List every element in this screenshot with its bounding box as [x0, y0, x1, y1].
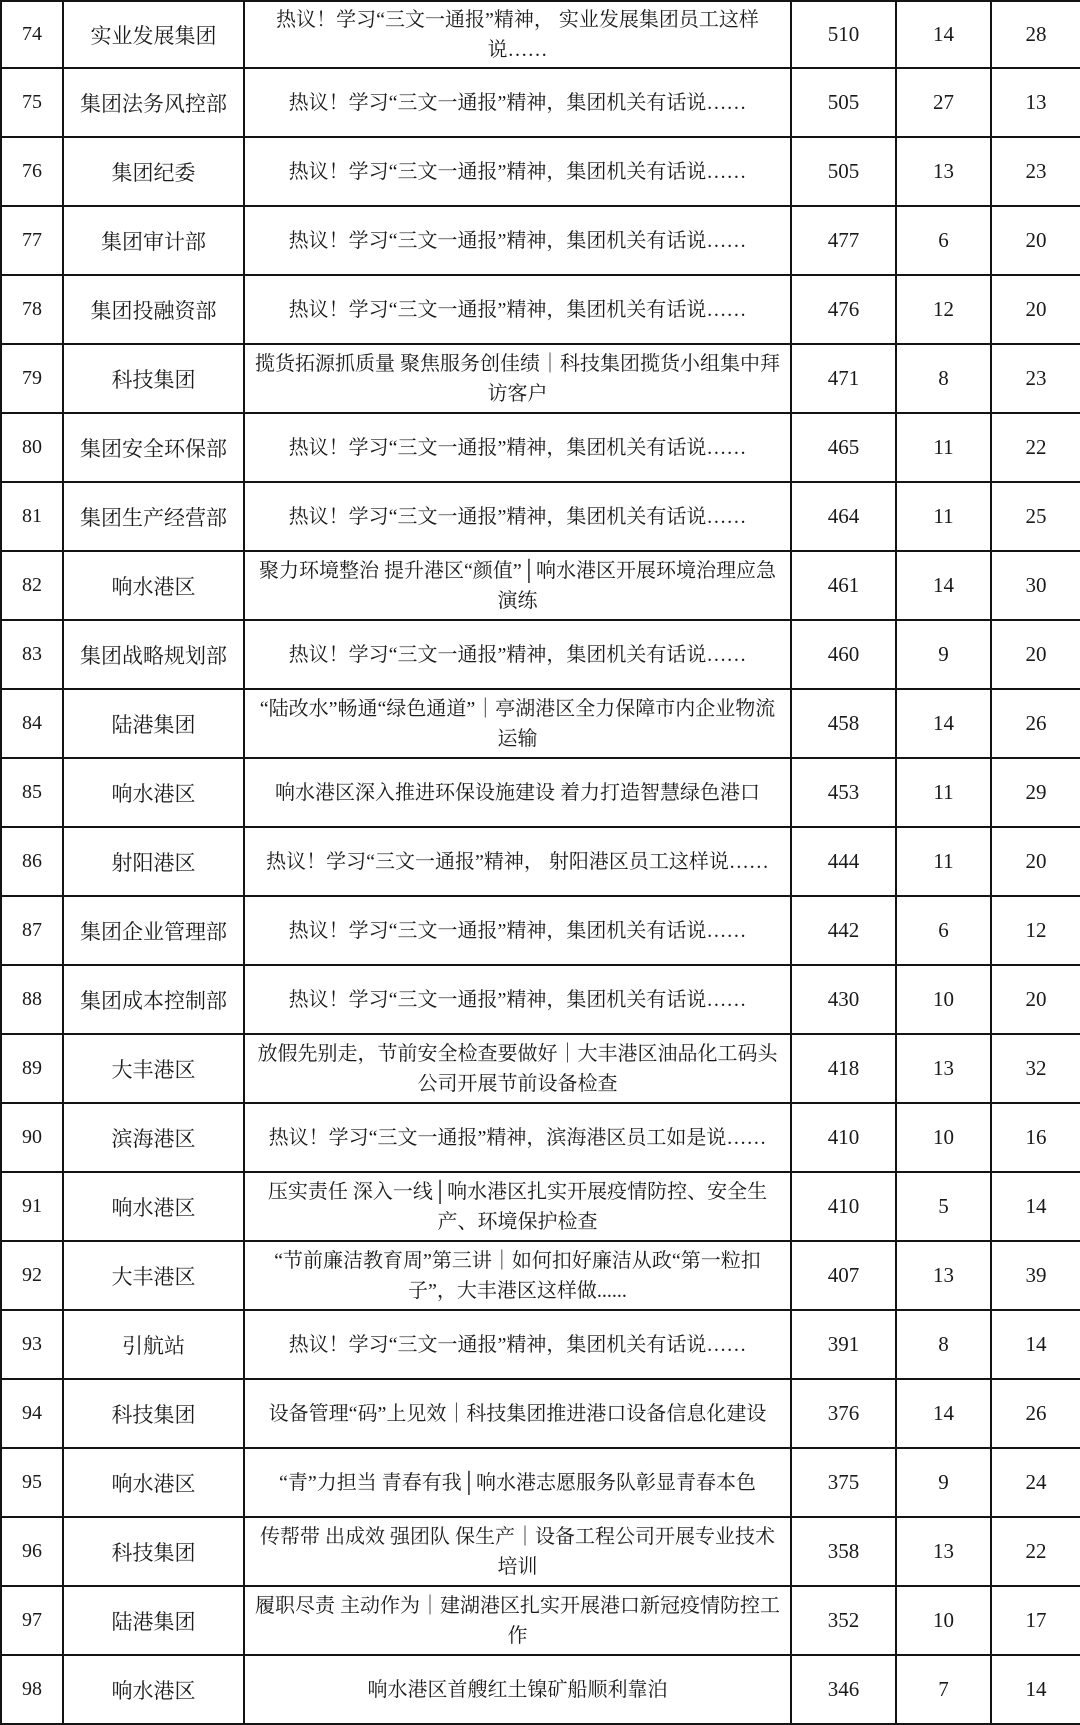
table-row — [2, 483, 1080, 552]
table-row — [2, 828, 1080, 897]
department-cell: 响水港区 — [64, 1656, 245, 1723]
table-row — [2, 690, 1080, 759]
metric-3-cell: 16 — [1025, 1125, 1047, 1149]
metric-2-cell: 13 — [897, 138, 992, 205]
title-cell: 聚力环境整治 提升港区“颜值”│响水港区开展环境治理应急演练 — [245, 552, 792, 619]
title-cell: “青”力担当 青春有我│响水港志愿服务队彰显青春本色 — [245, 1449, 792, 1516]
metric-3-cell: 39 — [1025, 1263, 1047, 1287]
rank-cell: 74 — [2, 2, 64, 67]
metric-2-cell: 12 — [897, 276, 992, 343]
metric-1-cell: 471 — [792, 345, 897, 412]
metric-3-cell: 25 — [1025, 504, 1047, 528]
metric-3-cell: 17 — [1025, 1608, 1047, 1632]
title-cell: 压实责任 深入一线│响水港区扎实开展疫情防控、安全生产、环境保护检查 — [245, 1173, 792, 1240]
table-row — [2, 621, 1080, 690]
metric-1-cell: 458 — [792, 690, 897, 757]
table-row — [2, 1242, 1080, 1311]
table-row — [2, 276, 1080, 345]
metric-1-cell: 453 — [792, 759, 897, 826]
metric-2-cell: 8 — [897, 1311, 992, 1378]
metric-1-cell: 505 — [792, 69, 897, 136]
table-row — [2, 1173, 1080, 1242]
metric-2-cell: 11 — [897, 414, 992, 481]
title-cell: 热议！学习“三文一通报”精神，集团机关有话说…… — [245, 276, 792, 343]
metric-1-cell: 477 — [792, 207, 897, 274]
rank-cell: 77 — [2, 207, 64, 274]
metric-3-cell: 20 — [1025, 228, 1047, 252]
metric-1-cell: 510 — [792, 2, 897, 67]
department-cell: 集团战略规划部 — [64, 621, 245, 688]
metric-1-cell: 391 — [792, 1311, 897, 1378]
metric-1-cell: 505 — [792, 138, 897, 205]
title-cell: 履职尽责 主动作为｜建湖港区扎实开展港口新冠疫情防控工作 — [245, 1587, 792, 1654]
title-cell: 揽货拓源抓质量 聚焦服务创佳绩｜科技集团揽货小组集中拜访客户 — [245, 345, 792, 412]
rank-cell: 75 — [2, 69, 64, 136]
title-cell: 热议！学习“三文一通报”精神，集团机关有话说…… — [245, 483, 792, 550]
title-cell: 设备管理“码”上见效｜科技集团推进港口设备信息化建设 — [245, 1380, 792, 1447]
metric-1-cell: 460 — [792, 621, 897, 688]
department-cell: 射阳港区 — [64, 828, 245, 895]
metric-3-cell: 14 — [1025, 1332, 1047, 1356]
table-row — [2, 207, 1080, 276]
department-cell: 实业发展集团 — [64, 2, 245, 67]
rank-cell: 95 — [2, 1449, 64, 1516]
department-cell: 集团审计部 — [64, 207, 245, 274]
table-row — [2, 2, 1080, 69]
metric-2-cell: 11 — [897, 759, 992, 826]
metric-3-cell: 22 — [1025, 1539, 1047, 1563]
department-cell: 陆港集团 — [64, 690, 245, 757]
table-row — [2, 69, 1080, 138]
rank-cell: 86 — [2, 828, 64, 895]
metric-2-cell: 10 — [897, 1587, 992, 1654]
title-cell: 传帮带 出成效 强团队 保生产｜设备工程公司开展专业技术培训 — [245, 1518, 792, 1585]
title-cell: 热议！学习“三文一通报”精神，集团机关有话说…… — [245, 414, 792, 481]
rank-cell: 76 — [2, 138, 64, 205]
department-cell: 集团法务风控部 — [64, 69, 245, 136]
metric-3-cell: 28 — [1025, 22, 1047, 46]
title-cell: 热议！学习“三文一通报”精神，集团机关有话说…… — [245, 966, 792, 1033]
metric-1-cell: 461 — [792, 552, 897, 619]
table-row — [2, 1518, 1080, 1587]
metric-2-cell: 9 — [897, 1449, 992, 1516]
department-cell: 集团纪委 — [64, 138, 245, 205]
title-cell: 热议！学习“三文一通报”精神，集团机关有话说…… — [245, 621, 792, 688]
title-cell: 热议！学习“三文一通报”精神，滨海港区员工如是说…… — [245, 1104, 792, 1171]
metric-3-cell: 13 — [1025, 90, 1047, 114]
metric-1-cell: 418 — [792, 1035, 897, 1102]
metric-1-cell: 358 — [792, 1518, 897, 1585]
department-cell: 滨海港区 — [64, 1104, 245, 1171]
table-row — [2, 1449, 1080, 1518]
table-row — [2, 1656, 1080, 1725]
metric-3-cell: 14 — [1025, 1677, 1047, 1701]
rank-cell: 83 — [2, 621, 64, 688]
metric-1-cell: 410 — [792, 1104, 897, 1171]
title-cell: 热议！学习“三文一通报”精神，集团机关有话说…… — [245, 69, 792, 136]
rank-cell: 80 — [2, 414, 64, 481]
metric-3-cell: 32 — [1025, 1056, 1047, 1080]
rank-cell: 94 — [2, 1380, 64, 1447]
metric-1-cell: 442 — [792, 897, 897, 964]
rank-cell: 85 — [2, 759, 64, 826]
department-cell: 科技集团 — [64, 345, 245, 412]
metric-2-cell: 11 — [897, 828, 992, 895]
rank-cell: 87 — [2, 897, 64, 964]
table-row — [2, 1380, 1080, 1449]
department-cell: 大丰港区 — [64, 1242, 245, 1309]
table-row — [2, 138, 1080, 207]
metric-2-cell: 13 — [897, 1035, 992, 1102]
metric-2-cell: 8 — [897, 345, 992, 412]
rank-cell: 93 — [2, 1311, 64, 1378]
metric-2-cell: 6 — [897, 897, 992, 964]
rank-cell: 90 — [2, 1104, 64, 1171]
title-cell: “节前廉洁教育周”第三讲｜如何扣好廉洁从政“第一粒扣子”，大丰港区这样做...... — [245, 1242, 792, 1309]
table-row — [2, 897, 1080, 966]
metric-2-cell: 13 — [897, 1518, 992, 1585]
rank-cell: 92 — [2, 1242, 64, 1309]
metric-2-cell: 27 — [897, 69, 992, 136]
metric-2-cell: 6 — [897, 207, 992, 274]
metric-2-cell: 5 — [897, 1173, 992, 1240]
title-cell: 热议！学习“三文一通报”精神，集团机关有话说…… — [245, 1311, 792, 1378]
rank-cell: 78 — [2, 276, 64, 343]
department-cell: 陆港集团 — [64, 1587, 245, 1654]
metric-1-cell: 444 — [792, 828, 897, 895]
department-cell: 集团企业管理部 — [64, 897, 245, 964]
metric-1-cell: 430 — [792, 966, 897, 1033]
title-cell: 热议！学习“三文一通报”精神，集团机关有话说…… — [245, 897, 792, 964]
title-cell: 响水港区首艘红土镍矿船顺利靠泊 — [245, 1656, 792, 1723]
metric-2-cell: 7 — [897, 1656, 992, 1723]
metric-3-cell: 20 — [1025, 849, 1047, 873]
metric-3-cell: 23 — [1025, 159, 1047, 183]
metric-3-cell: 20 — [1025, 642, 1047, 666]
metric-1-cell: 464 — [792, 483, 897, 550]
rank-cell: 96 — [2, 1518, 64, 1585]
metric-3-cell: 14 — [1025, 1194, 1047, 1218]
department-cell: 大丰港区 — [64, 1035, 245, 1102]
rank-cell: 88 — [2, 966, 64, 1033]
department-cell: 集团投融资部 — [64, 276, 245, 343]
metric-1-cell: 465 — [792, 414, 897, 481]
title-cell: 响水港区深入推进环保设施建设 着力打造智慧绿色港口 — [245, 759, 792, 826]
department-cell: 科技集团 — [64, 1518, 245, 1585]
metric-3-cell: 26 — [1025, 711, 1047, 735]
metric-1-cell: 346 — [792, 1656, 897, 1723]
table-row — [2, 345, 1080, 414]
metric-2-cell: 13 — [897, 1242, 992, 1309]
table-row — [2, 966, 1080, 1035]
table-row — [2, 759, 1080, 828]
metric-3-cell: 22 — [1025, 435, 1047, 459]
metric-2-cell: 14 — [897, 552, 992, 619]
metric-1-cell: 407 — [792, 1242, 897, 1309]
table-row — [2, 552, 1080, 621]
department-cell: 科技集团 — [64, 1380, 245, 1447]
title-cell: 放假先别走，节前安全检查要做好｜大丰港区油品化工码头公司开展节前设备检查 — [245, 1035, 792, 1102]
rank-cell: 97 — [2, 1587, 64, 1654]
title-cell: “陆改水”畅通“绿色通道”｜亭湖港区全力保障市内企业物流运输 — [245, 690, 792, 757]
metric-1-cell: 376 — [792, 1380, 897, 1447]
rank-cell: 79 — [2, 345, 64, 412]
rank-cell: 91 — [2, 1173, 64, 1240]
metric-2-cell: 10 — [897, 1104, 992, 1171]
rank-cell: 81 — [2, 483, 64, 550]
metric-1-cell: 375 — [792, 1449, 897, 1516]
table-row — [2, 1587, 1080, 1656]
title-cell: 热议！学习“三文一通报”精神， 实业发展集团员工这样说…… — [245, 2, 792, 67]
department-cell: 引航站 — [64, 1311, 245, 1378]
department-cell: 集团生产经营部 — [64, 483, 245, 550]
metric-3-cell: 12 — [1025, 918, 1047, 942]
title-cell: 热议！学习“三文一通报”精神，集团机关有话说…… — [245, 138, 792, 205]
department-cell: 响水港区 — [64, 552, 245, 619]
metric-3-cell: 20 — [1025, 987, 1047, 1011]
metric-1-cell: 410 — [792, 1173, 897, 1240]
metric-1-cell: 352 — [792, 1587, 897, 1654]
metric-3-cell: 29 — [1025, 780, 1047, 804]
metric-1-cell: 476 — [792, 276, 897, 343]
metric-2-cell: 10 — [897, 966, 992, 1033]
department-cell: 集团安全环保部 — [64, 414, 245, 481]
metric-3-cell: 30 — [1025, 573, 1047, 597]
department-cell: 集团成本控制部 — [64, 966, 245, 1033]
metric-3-cell: 23 — [1025, 366, 1047, 390]
department-cell: 响水港区 — [64, 1449, 245, 1516]
table-row — [2, 1104, 1080, 1173]
metric-2-cell: 14 — [897, 1380, 992, 1447]
title-cell: 热议！学习“三文一通报”精神， 射阳港区员工这样说…… — [245, 828, 792, 895]
rank-cell: 98 — [2, 1656, 64, 1723]
metric-3-cell: 20 — [1025, 297, 1047, 321]
metric-2-cell: 9 — [897, 621, 992, 688]
table-row — [2, 1311, 1080, 1380]
rank-cell: 84 — [2, 690, 64, 757]
department-cell: 响水港区 — [64, 1173, 245, 1240]
title-cell: 热议！学习“三文一通报”精神，集团机关有话说…… — [245, 207, 792, 274]
rank-cell: 82 — [2, 552, 64, 619]
metric-2-cell: 11 — [897, 483, 992, 550]
metric-3-cell: 24 — [1025, 1470, 1047, 1494]
department-cell: 响水港区 — [64, 759, 245, 826]
table-row — [2, 1035, 1080, 1104]
metric-2-cell: 14 — [897, 2, 992, 67]
table-row — [2, 414, 1080, 483]
metric-3-cell: 26 — [1025, 1401, 1047, 1425]
rank-cell: 89 — [2, 1035, 64, 1102]
metric-2-cell: 14 — [897, 690, 992, 757]
